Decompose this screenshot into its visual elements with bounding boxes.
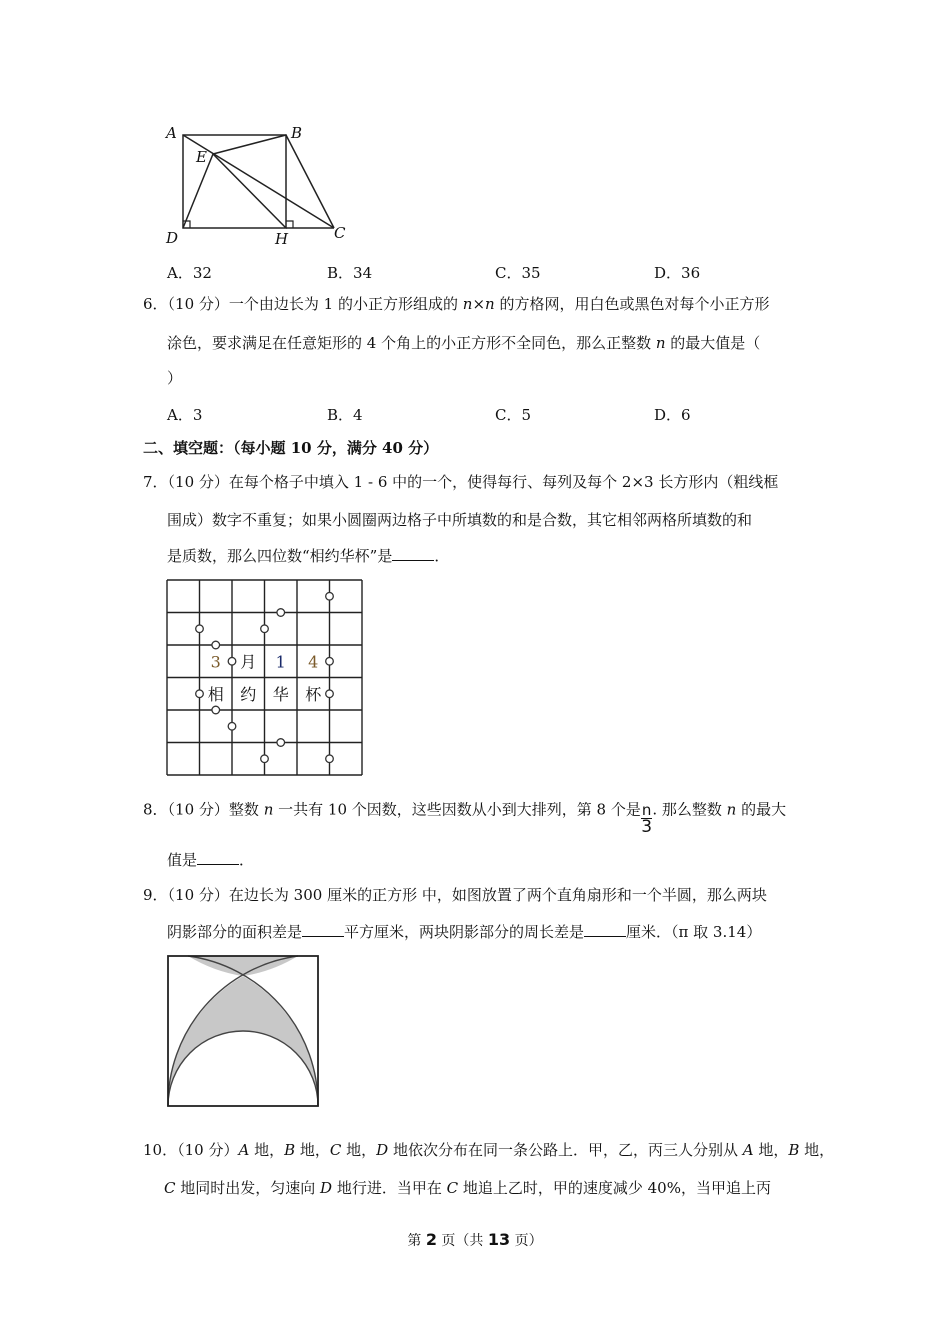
q6-option-c: C．5	[495, 406, 532, 424]
q9-text: 在边长为 300 厘米的正方形 中，如图放置了两个直角扇形和一个半圆，那么两块	[228, 886, 767, 904]
composite-sum-circle-icon	[212, 706, 220, 714]
q6-text: 涂色，要求满足在任意矩形的 4 个角上的小正方形不全同色，那么正整数	[167, 334, 656, 352]
q7-number-grid	[160, 575, 370, 785]
q7-text: 在每个格子中填入 1 - 6 中的一个，使得每行、每列及每个 2×3 长方形内（粗线框	[228, 473, 779, 491]
q7-line-3	[167, 546, 449, 566]
label-d: D	[166, 229, 179, 247]
q10-text-run: 地，	[753, 1141, 789, 1159]
q5-option-a: A．32	[167, 264, 212, 282]
label-h: H	[275, 230, 289, 248]
q5-geometry-figure	[160, 120, 360, 250]
q6-text: 的方格网，用白色或黑色对每个小正方形	[494, 295, 770, 313]
q8-line-1	[143, 794, 787, 837]
q10-text-run: 地，	[249, 1141, 285, 1159]
q6-line-3: ）	[167, 369, 183, 387]
q8-text: . 那么整数	[652, 800, 727, 819]
q7-number: 7．	[143, 473, 168, 491]
q6-option-b: B．4	[327, 406, 363, 424]
q9-line-1	[143, 885, 767, 905]
q7-text: ．	[434, 547, 450, 565]
composite-sum-circle-icon	[196, 625, 204, 633]
q5-option-b: B．34	[327, 264, 373, 282]
q9-number: 9．	[143, 886, 168, 904]
composite-sum-circle-icon	[261, 755, 269, 763]
q5-option-c: C．35	[495, 264, 541, 282]
times-sign: ×	[472, 295, 486, 313]
q9-sector-figure	[160, 950, 330, 1115]
grid-cell-text: 相	[207, 684, 224, 704]
place-label: D	[320, 1179, 333, 1197]
answer-blank[interactable]	[197, 850, 239, 865]
grid-cell-text: 1	[275, 652, 286, 672]
q10-line-2	[164, 1178, 771, 1198]
q9-points: （10 分）	[167, 886, 229, 904]
grid-cell-text: 华	[272, 684, 289, 704]
q6-option-a: A．3	[167, 406, 203, 424]
q9-text: 厘米．（π 取 3.14）	[626, 923, 762, 941]
composite-sum-circle-icon	[228, 657, 236, 665]
grid-cell-text: 4	[308, 652, 319, 672]
composite-sum-circle-icon	[326, 755, 334, 763]
grid-cell-text: 杯	[305, 684, 322, 704]
label-a: A	[166, 124, 177, 142]
var-n: n	[462, 295, 473, 313]
q10-text-run: 地，	[295, 1141, 330, 1159]
answer-blank-perimeter[interactable]	[584, 922, 626, 937]
q10-line-1	[143, 1140, 834, 1160]
q8-text: 值是	[167, 851, 198, 869]
q7-text: 是质数，那么四位数“相约华杯”是	[167, 547, 393, 565]
grid-cell-text: 约	[240, 684, 257, 704]
q6-number: 6．	[143, 295, 168, 313]
fraction-n-over-3	[641, 802, 653, 835]
shaded-lower-region	[168, 976, 318, 1106]
place-label: B	[284, 1141, 296, 1159]
q10-text-run: 地，	[799, 1141, 835, 1159]
footer-text: 页）	[510, 1233, 543, 1249]
place-label: B	[788, 1141, 800, 1159]
q8-text: 的最大	[736, 800, 787, 819]
q8-number: 8．	[143, 800, 168, 819]
q7-points: （10 分）	[167, 473, 229, 491]
composite-sum-circle-icon	[196, 690, 204, 698]
q6-option-d: D．6	[654, 406, 691, 424]
q7-line-2: 围成）数字不重复；如果小圆圈两边格子中所填数的和是合数，其它相邻两格所填数的和	[167, 511, 753, 529]
q8-points: （10 分）	[167, 800, 229, 819]
total-pages: 13	[487, 1230, 511, 1249]
composite-sum-circle-icon	[326, 657, 334, 665]
q8-text: 整数	[228, 800, 264, 819]
footer-text: 页（共	[436, 1233, 488, 1249]
q9-line-2	[167, 922, 761, 942]
q8-text: ．	[239, 851, 255, 869]
grid-cell-text: 3	[210, 652, 221, 672]
label-b: B	[291, 124, 303, 142]
q6-text: 的最大值是（	[665, 334, 761, 352]
var-n: n	[726, 800, 737, 819]
place-label: A	[742, 1141, 754, 1159]
section-title: 二、填空题：（每小题 10 分，满分 40 分）	[143, 439, 439, 457]
q10-text-run: 地依次分布在同一条公路上．甲，乙，丙三人分别从	[388, 1141, 743, 1159]
place-label: C	[164, 1179, 176, 1197]
place-label: D	[376, 1141, 389, 1159]
var-n: n	[263, 800, 274, 819]
q10-text-run: 地，	[341, 1141, 377, 1159]
place-label: A	[238, 1141, 250, 1159]
q5-option-d: D．36	[654, 264, 701, 282]
page-footer	[0, 1230, 950, 1250]
label-c: C	[334, 224, 346, 242]
q6-line-2	[167, 333, 760, 353]
answer-blank[interactable]	[392, 546, 434, 561]
q10-text	[238, 1141, 834, 1159]
composite-sum-circle-icon	[277, 609, 285, 617]
q10-text-run: 地行进．当甲在	[332, 1179, 447, 1197]
answer-blank-area[interactable]	[302, 922, 344, 937]
q10-number: 10．	[143, 1141, 178, 1159]
q9-text: 平方厘米，两块阴影部分的周长差是	[344, 923, 585, 941]
place-label: C	[329, 1141, 342, 1159]
q7-line-1	[143, 472, 778, 492]
composite-sum-circle-icon	[261, 625, 269, 633]
q8-line-2	[167, 850, 254, 870]
label-e: E	[196, 148, 207, 166]
composite-sum-circle-icon	[277, 739, 285, 747]
q8-text: 一共有 10 个因数，这些因数从小到大排列，第 8 个是	[273, 800, 641, 819]
q10-points: （10 分）	[177, 1141, 239, 1159]
grid-cell-text: 月	[240, 652, 257, 672]
q9-text: 阴影部分的面积差是	[167, 923, 303, 941]
fraction-denominator: 3	[641, 817, 653, 837]
right-angle-h-icon	[286, 221, 293, 228]
composite-sum-circle-icon	[326, 592, 334, 600]
q6-text: 一个由边长为 1 的小正方形组成的	[228, 295, 463, 313]
composite-sum-circle-icon	[326, 690, 334, 698]
fraction-numerator: n	[641, 801, 652, 819]
page-number: 2	[425, 1230, 437, 1249]
var-n: n	[485, 295, 495, 313]
composite-sum-circle-icon	[212, 641, 220, 649]
q10-text-run: 地追上乙时，甲的速度减少 40%，当甲追上丙	[458, 1179, 771, 1197]
segment-eb	[213, 135, 286, 154]
q10-text-run: 地同时出发，匀速向	[175, 1179, 321, 1197]
place-label: C	[446, 1179, 459, 1197]
var-n: n	[655, 334, 666, 352]
composite-sum-circle-icon	[228, 722, 236, 730]
q10-text	[164, 1179, 771, 1197]
q6-line-1	[143, 294, 769, 314]
q6-points: （10 分）	[167, 295, 229, 313]
footer-text: 第	[407, 1233, 426, 1249]
